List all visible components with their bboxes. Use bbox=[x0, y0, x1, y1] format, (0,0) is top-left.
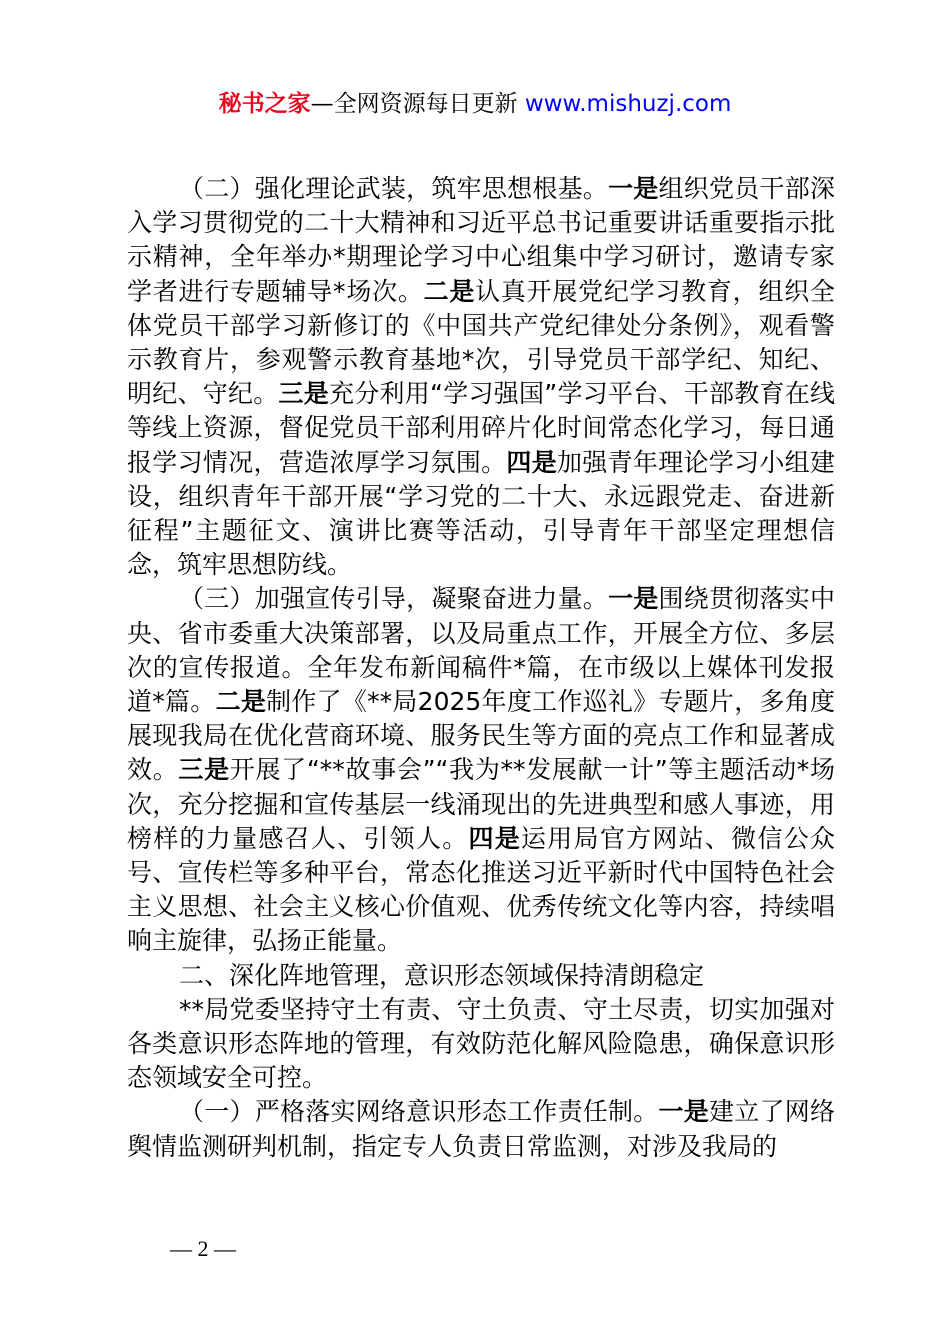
paragraph-text: 建立了网络舆情监测研判机制，指定专人负责日常监测，对涉及我局的 bbox=[127, 1097, 835, 1161]
document-body bbox=[127, 172, 835, 1164]
paragraph-text: 组织党员干部深入学习贯彻党的二十大精神和习近平总书记重要讲话重要指示批示精神，全年举办*期理论学习中心组集中学习研讨，邀请专家学者进行专题辅导*场次。 bbox=[127, 174, 835, 306]
paragraph-text: 开展了“**故事会”“我为**发展献一计”等主题活动*场次，充分挖掘和宣传基层一线涌现出的先进典型和感人事迹，用榜样的力量感召人、引领人。 bbox=[127, 755, 835, 853]
bold-lead-in: 二是 bbox=[215, 687, 267, 717]
bold-lead-in: 一是 bbox=[608, 584, 659, 614]
paragraph-text: 二、深化阵地管理，意识形态领域保持清朗稳定 bbox=[179, 960, 705, 990]
paragraph-text: 制作了《**局2025年度工作巡礼》专题片，多角度展现我局在优化营商环境、服务民生等方面的亮点工作和显著成效。 bbox=[127, 687, 835, 785]
paragraph-text: 运用局官方网站、微信公众号、宣传栏等多种平台，常态化推送习近平新时代中国特色社会主义思想、社会主义核心价值观、优秀传统文化等内容，持续唱响主旋律，弘扬正能量。 bbox=[127, 823, 835, 956]
brand-name: 秘书之家 bbox=[218, 91, 311, 117]
bold-lead-in: 一是 bbox=[658, 1097, 710, 1127]
paragraph bbox=[127, 172, 835, 582]
paragraph-text: 充分利用“学习强国”学习平台、干部教育在线等线上资源，督促党员干部利用碎片化时间常态化学习，每日通报学习情况，营造浓厚学习氛围。 bbox=[127, 379, 835, 477]
paragraph-text: 认真开展党纪学习教育，组织全体党员干部学习新修订的《中国共产党纪律处分条例》，观看警示教育片，参观警示教育基地*次，引导党员干部学纪、知纪、明纪、守纪。 bbox=[127, 276, 835, 409]
paragraph-text: 围绕贯彻落实中央、省市委重大决策部署，以及局重点工作，开展全方位、多层次的宣传报道。全年发布新闻稿件*篇，在市级以上媒体刊发报道*篇。 bbox=[127, 584, 835, 717]
bold-lead-in: 二是 bbox=[423, 276, 476, 306]
paragraph bbox=[127, 959, 835, 993]
site-url[interactable]: www.mishuzj.com bbox=[524, 91, 732, 117]
paragraph-text: （二）强化理论武装，筑牢思想根基。 bbox=[179, 174, 609, 203]
site-header bbox=[0, 86, 950, 122]
paragraph-text: **局党委坚持守土有责、守土负责、守土尽责，切实加强对各类意识形态阵地的管理，有效防范化解风险隐患，确保意识形态领域安全可控。 bbox=[127, 994, 835, 1093]
bold-lead-in: 四是 bbox=[506, 447, 558, 477]
paragraph bbox=[127, 1095, 835, 1163]
paragraph-text: （三）加强宣传引导，凝聚奋进力量。 bbox=[179, 584, 609, 614]
bold-lead-in: 三是 bbox=[178, 755, 230, 785]
paragraph bbox=[127, 582, 835, 958]
bold-lead-in: 三是 bbox=[278, 379, 330, 409]
header-slogan: 全网资源每日更新 bbox=[333, 91, 525, 117]
bold-lead-in: 一是 bbox=[608, 174, 659, 203]
page-number: — 2 — bbox=[170, 1236, 236, 1261]
header-dash: — bbox=[310, 91, 334, 117]
bold-lead-in: 四是 bbox=[468, 823, 522, 853]
paragraph-text: （一）严格落实网络意识形态工作责任制。 bbox=[179, 1097, 659, 1127]
paragraph bbox=[127, 993, 835, 1096]
paragraph-text: 加强青年理论学习小组建设，组织青年干部开展“学习党的二十大、永远跟党走、奋进新征程”主题征文、演讲比赛等活动，引导青年干部坚定理想信念，筑牢思想防线。 bbox=[127, 447, 835, 580]
